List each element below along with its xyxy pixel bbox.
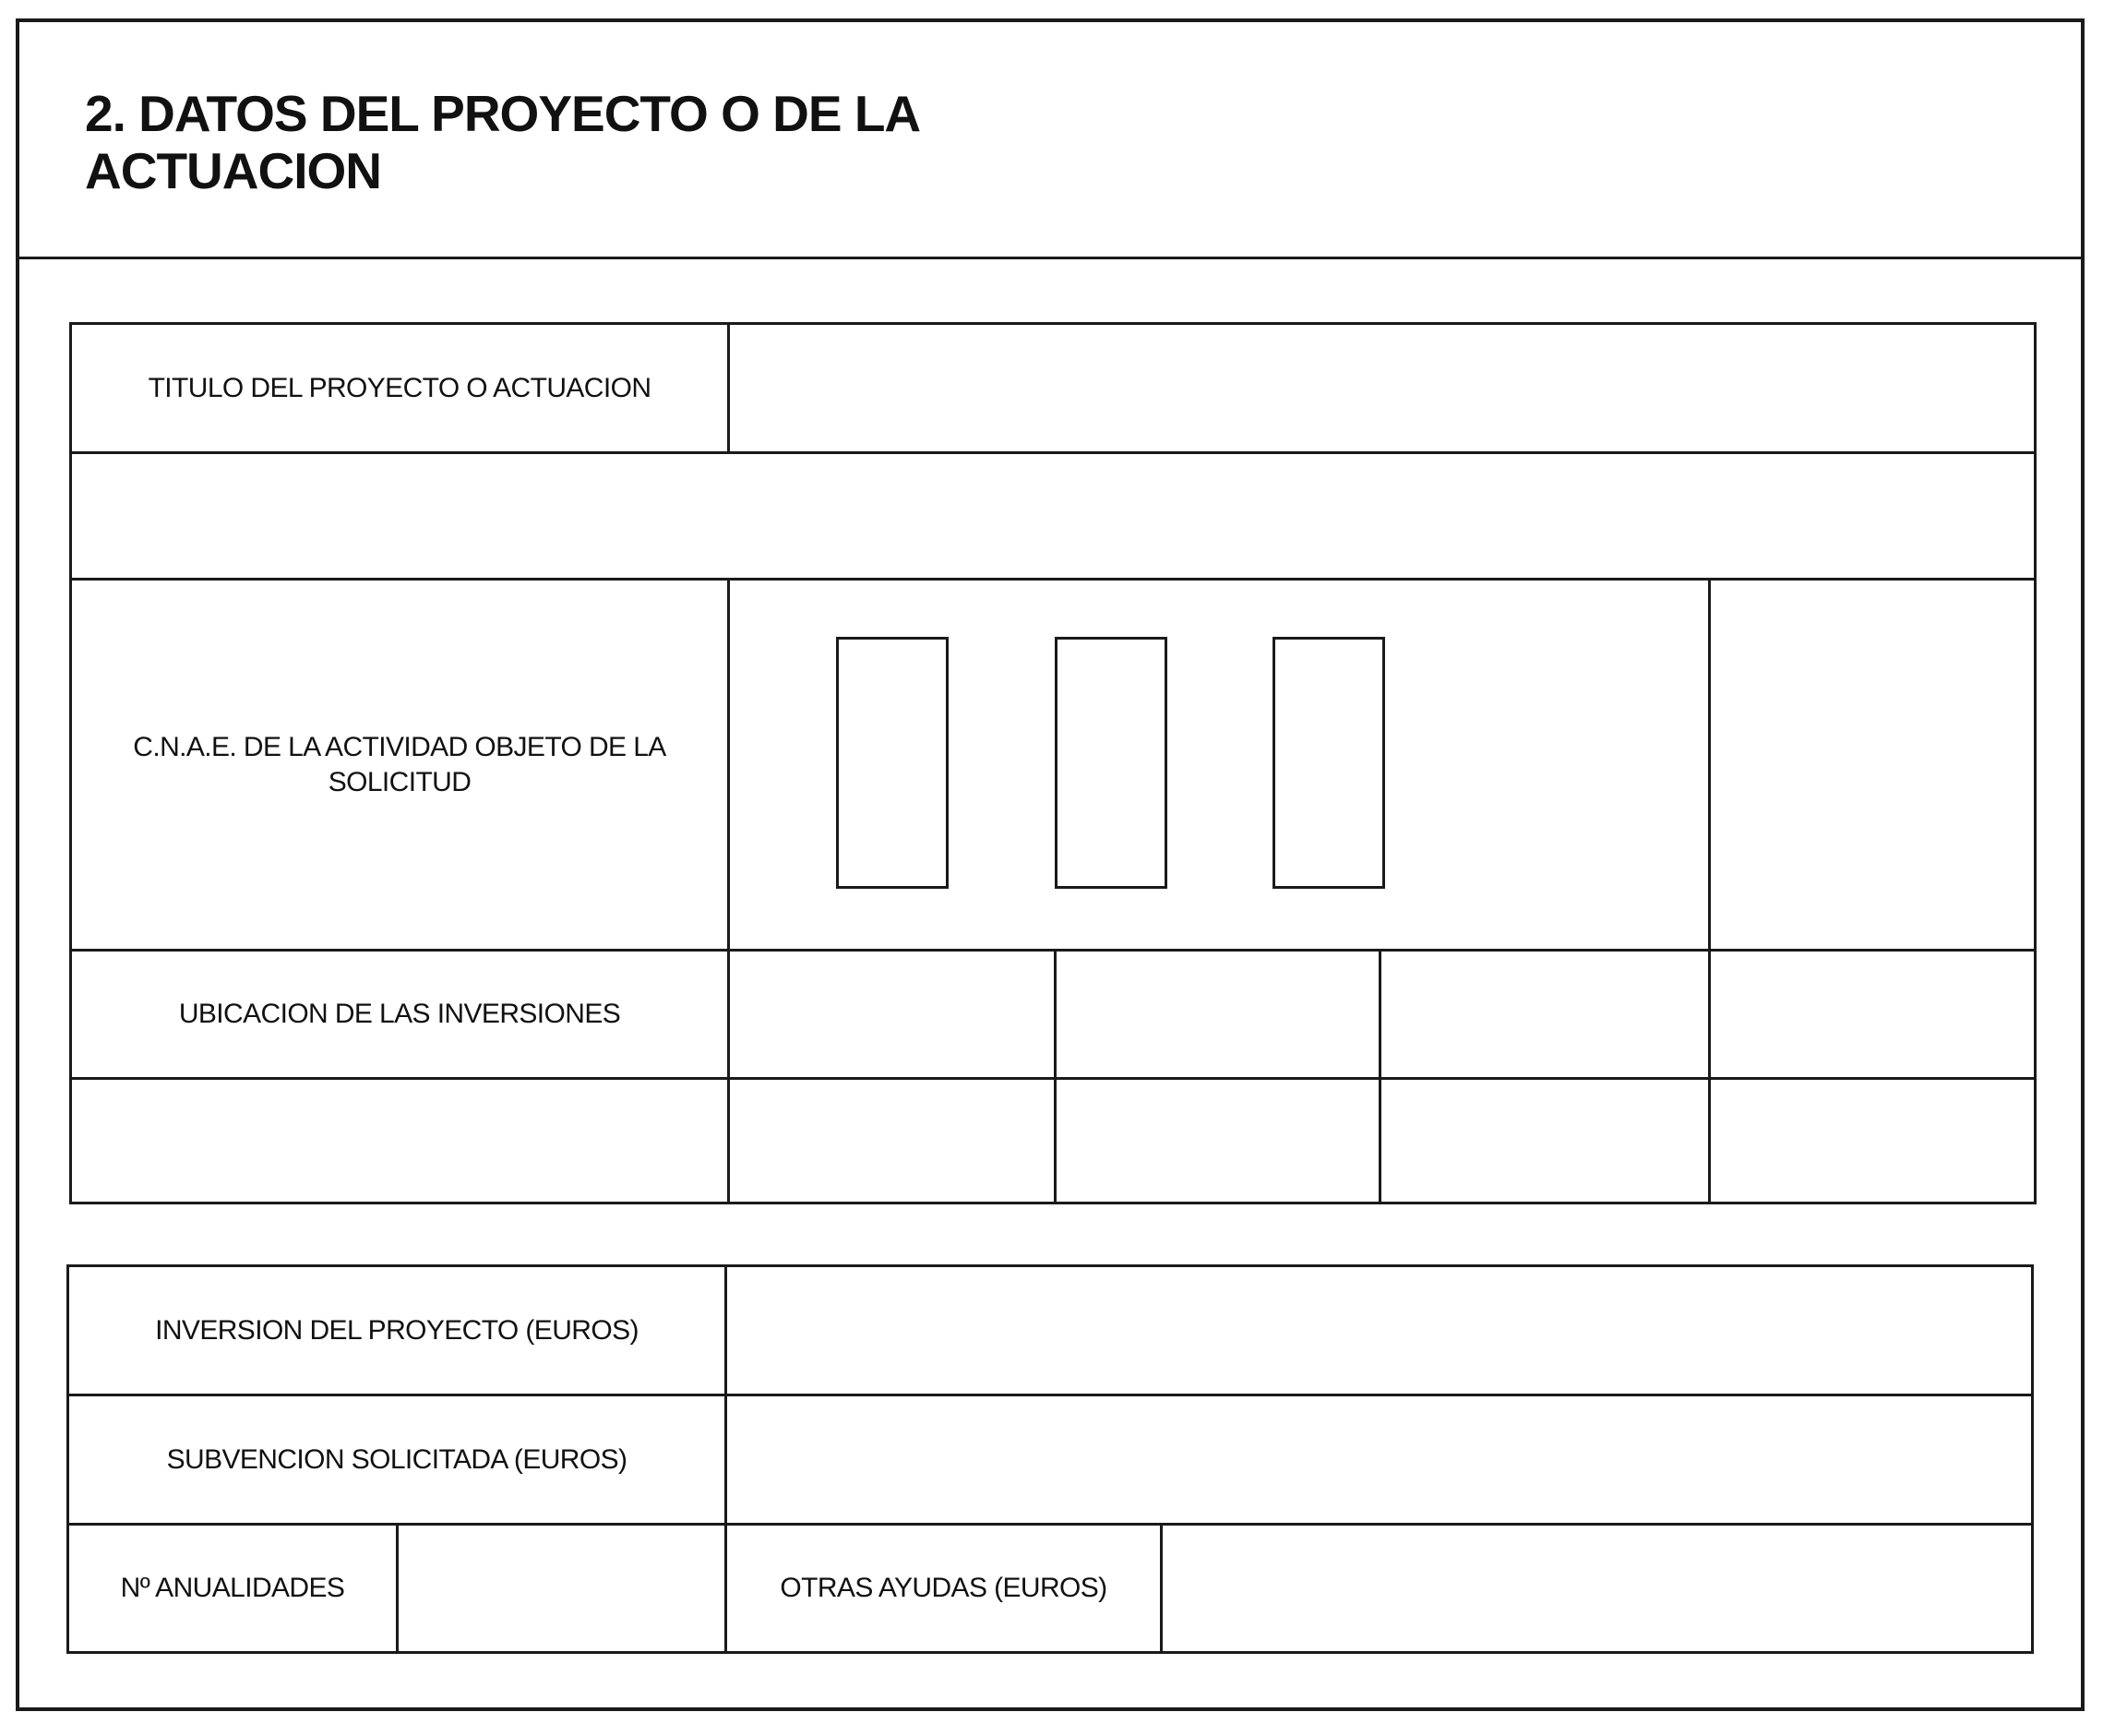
otras-ayudas-field[interactable] [1160,1523,2034,1654]
ubicacion-field-2[interactable] [1054,949,1381,1080]
cnae-digit-box-2[interactable] [1055,637,1167,889]
otras-ayudas-label-text: OTRAS AYUDAS (EUROS) [780,1573,1107,1603]
subvencion-field[interactable] [724,1394,2034,1526]
subvencion-label [66,1394,727,1526]
anualidades-field[interactable] [396,1523,727,1654]
ubicacion-extra-field-4[interactable] [1379,1077,1711,1204]
ubicacion-label-text: UBICACION DE LAS INVERSIONES [178,999,621,1029]
titulo-label [69,322,730,454]
titulo-field[interactable] [727,322,2037,454]
ubicacion-extra-field-2[interactable] [727,1077,1057,1204]
section-title-line-2: ACTUACION [85,142,381,199]
section-title [85,85,1008,199]
ubicacion-field-4[interactable] [1708,949,2037,1080]
ubicacion-extra-field-3[interactable] [1054,1077,1381,1204]
cnae-label-line-1: C.N.A.E. DE LA ACTIVIDAD OBJETO DE LA [133,731,666,762]
anualidades-label-text: Nº ANUALIDADES [120,1573,345,1603]
otras-ayudas-label [724,1523,1163,1654]
ubicacion-extra-field-5[interactable] [1708,1077,2037,1204]
cnae-extra-field[interactable] [1708,578,2037,952]
ubicacion-extra-field-1[interactable] [69,1077,730,1204]
inversion-label [66,1264,727,1396]
ubicacion-field-1[interactable] [727,949,1057,1080]
cnae-label [69,578,730,952]
cnae-digit-box-1[interactable] [836,637,949,889]
inversion-label-text: INVERSION DEL PROYECTO (EUROS) [155,1314,639,1346]
anualidades-label [66,1523,399,1654]
ubicacion-field-3[interactable] [1379,949,1711,1080]
subvencion-label-text: SUBVENCION SOLICITADA (EUROS) [166,1443,627,1475]
section-title-line-1: 2. DATOS DEL PROYECTO O DE LA [85,85,921,142]
cnae-digit-box-3[interactable] [1273,637,1385,889]
inversion-field[interactable] [724,1264,2034,1396]
titulo-continuation-field[interactable] [69,451,2037,581]
titulo-label-text: TITULO DEL PROYECTO O ACTUACION [148,372,651,403]
cnae-label-line-2: SOLICITUD [328,766,472,797]
ubicacion-label [69,949,730,1080]
header-divider [16,257,2085,259]
